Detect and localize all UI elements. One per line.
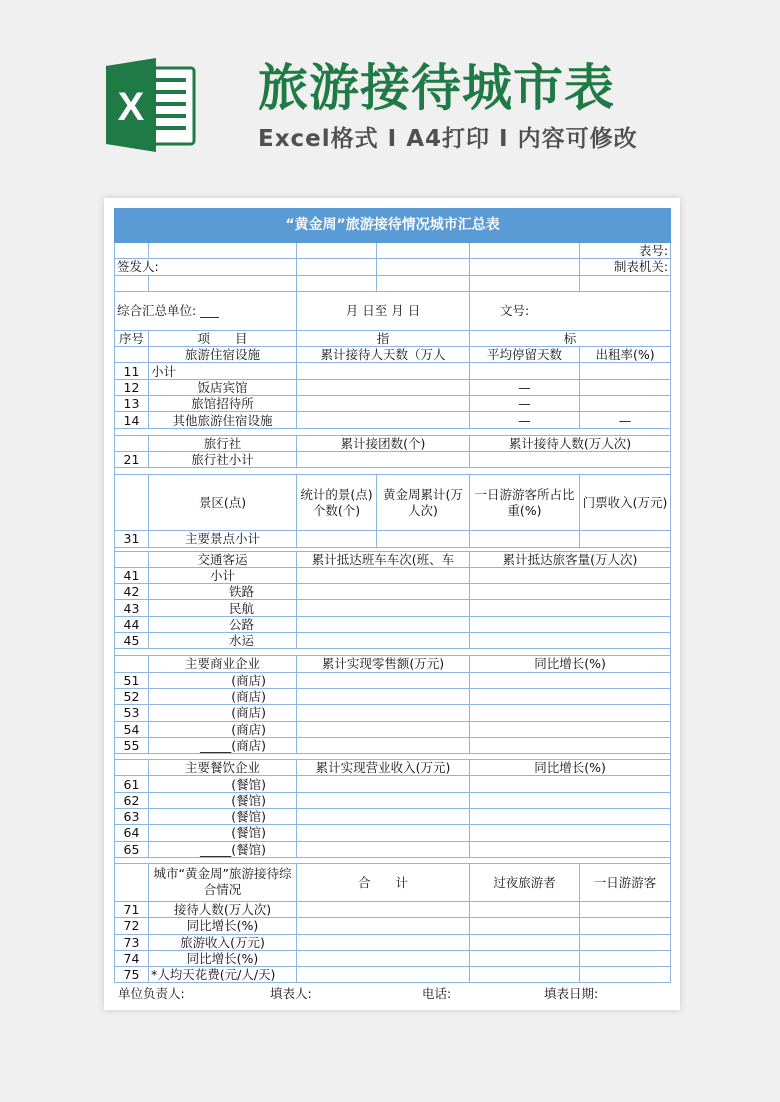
row-number: 51 <box>115 672 149 688</box>
table-row <box>115 379 671 395</box>
table-row <box>115 688 671 704</box>
column-label: 黄金周累计(万人次) <box>377 475 470 531</box>
row-number: 55 <box>115 737 149 753</box>
column-label: 累计抵达班车车次(班、车 <box>297 551 470 567</box>
row-number: 11 <box>115 363 149 379</box>
excel-icon <box>104 58 198 152</box>
table-row <box>115 934 671 950</box>
section-title: 城市“黄金周”旅游接待综合情况 <box>149 863 297 901</box>
row-number: 63 <box>115 809 149 825</box>
section-title: 旅行社 <box>149 435 297 451</box>
row-label: 其他旅游住宿设施 <box>149 412 297 428</box>
column-label: 累计接待人数(万人次) <box>470 435 671 451</box>
fill-date-label: 填表日期: <box>544 986 599 1001</box>
row-number: 41 <box>115 567 149 583</box>
row-number: 62 <box>115 792 149 808</box>
row-number: 52 <box>115 688 149 704</box>
row-label: 小计 <box>149 567 297 583</box>
date-range-label: 月 日至 月 日 <box>297 291 470 330</box>
table-row <box>115 275 671 291</box>
table-row <box>115 792 671 808</box>
table-banner: “黄金周”旅游接待情况城市汇总表 <box>115 209 671 243</box>
unit-label: 综合汇总单位: ___ <box>115 291 297 330</box>
row-number: 44 <box>115 616 149 632</box>
table-row <box>115 901 671 917</box>
table-row <box>115 672 671 688</box>
page-title: 旅游接待城市表 <box>258 59 615 117</box>
row-label: 接待人数(万人次) <box>149 901 297 917</box>
column-label: 统计的景(点)个数(个) <box>297 475 377 531</box>
row-label: (餐馆) <box>149 825 297 841</box>
cell-value: — <box>470 412 580 428</box>
row-label: (餐馆) <box>149 792 297 808</box>
column-label: 合 计 <box>297 863 470 901</box>
banner-row <box>115 209 671 243</box>
section-header-commerce <box>115 656 671 672</box>
section-title: 主要餐饮企业 <box>149 760 297 776</box>
table-row <box>115 291 671 330</box>
table-row <box>115 259 671 275</box>
row-number: 73 <box>115 934 149 950</box>
doc-number-label: 文号: <box>470 291 671 330</box>
table-row <box>115 705 671 721</box>
row-label: 同比增长(%) <box>149 918 297 934</box>
table-row <box>115 412 671 428</box>
table-row <box>115 584 671 600</box>
section-title: 景区(点) <box>149 475 297 531</box>
org-label: 制表机关: <box>580 259 671 275</box>
col-index-header-1: 指 <box>297 330 470 346</box>
section-title: 交通客运 <box>149 551 297 567</box>
filler-label: 填表人: <box>270 986 312 1001</box>
table-row <box>115 721 671 737</box>
page-subtitle: Excel格式 I A4打印 I 内容可修改 <box>258 126 638 152</box>
row-number: 14 <box>115 412 149 428</box>
issuer-label: 签发人: <box>115 259 297 275</box>
column-label: 累计实现零售额(万元) <box>297 656 470 672</box>
row-label: (商店) <box>149 672 297 688</box>
row-number: 71 <box>115 901 149 917</box>
row-number: 53 <box>115 705 149 721</box>
row-label: (餐馆) <box>149 776 297 792</box>
table-row <box>115 600 671 616</box>
column-label: 累计接待人天数（万人 <box>297 347 470 363</box>
column-label: 累计接团数(个) <box>297 435 470 451</box>
table-row <box>115 567 671 583</box>
row-number: 42 <box>115 584 149 600</box>
row-number: 13 <box>115 396 149 412</box>
table-row <box>115 841 671 857</box>
cell-value: — <box>580 412 671 428</box>
column-header-row <box>115 330 671 346</box>
summary-table <box>114 208 671 983</box>
table-row <box>115 950 671 966</box>
form-number-label: 表号: <box>580 243 671 259</box>
cell-value: — <box>470 379 580 395</box>
section-header-transport <box>115 551 671 567</box>
table-row <box>115 967 671 983</box>
row-number: 31 <box>115 531 149 547</box>
row-label: 主要景点小计 <box>149 531 297 547</box>
table-row <box>115 396 671 412</box>
cell-value <box>470 363 580 379</box>
table-row <box>115 363 671 379</box>
column-label: 平均停留天数 <box>470 347 580 363</box>
section-header-lodging <box>115 347 671 363</box>
col-seq-header: 序号 <box>115 330 149 346</box>
cell-value: — <box>470 396 580 412</box>
table-row <box>115 825 671 841</box>
table-row <box>115 633 671 649</box>
row-label: _____(商店) <box>149 737 297 753</box>
spacer-row <box>115 468 671 475</box>
table-row <box>115 243 671 259</box>
row-label: 旅游收入(万元) <box>149 934 297 950</box>
row-number: 64 <box>115 825 149 841</box>
table-row <box>115 616 671 632</box>
row-number: 65 <box>115 841 149 857</box>
row-number: 12 <box>115 379 149 395</box>
table-row <box>115 737 671 753</box>
row-label: *人均天花费(元/人/天) <box>149 967 297 983</box>
row-number: 45 <box>115 633 149 649</box>
row-label: (商店) <box>149 705 297 721</box>
row-number: 74 <box>115 950 149 966</box>
row-label: (商店) <box>149 688 297 704</box>
column-label: 过夜旅游者 <box>470 863 580 901</box>
cell-value <box>580 363 671 379</box>
row-number: 72 <box>115 918 149 934</box>
page-header <box>0 0 780 190</box>
column-label: 同比增长(%) <box>470 656 671 672</box>
section-header-city <box>115 863 671 901</box>
row-label: 铁路 <box>149 584 297 600</box>
section-header-catering <box>115 760 671 776</box>
cell-value <box>580 379 671 395</box>
column-label: 门票收入(万元) <box>580 475 671 531</box>
col-item-header: 项 目 <box>149 330 297 346</box>
column-label: 累计抵达旅客量(万人次) <box>470 551 671 567</box>
column-label: 同比增长(%) <box>470 760 671 776</box>
table-row <box>115 531 671 547</box>
row-label: (商店) <box>149 721 297 737</box>
section-header-agency <box>115 435 671 451</box>
column-label: 一日游游客 <box>580 863 671 901</box>
spacer-row <box>115 428 671 435</box>
table-row <box>115 809 671 825</box>
svg-text:X: X <box>117 85 145 129</box>
column-label: 一日游游客所占比重(%) <box>470 475 580 531</box>
row-label: 旅馆招待所 <box>149 396 297 412</box>
column-label: 累计实现营业收入(万元) <box>297 760 470 776</box>
table-row <box>115 776 671 792</box>
row-label: 公路 <box>149 616 297 632</box>
row-number: 21 <box>115 451 149 467</box>
section-header-scenic <box>115 475 671 531</box>
row-number: 54 <box>115 721 149 737</box>
row-number: 61 <box>115 776 149 792</box>
table-row <box>115 451 671 467</box>
head-of-unit-label: 单位负责人: <box>118 986 185 1001</box>
column-label: 出租率(%) <box>580 347 671 363</box>
row-label: 水运 <box>149 633 297 649</box>
cell-value <box>580 396 671 412</box>
row-label: (餐馆) <box>149 809 297 825</box>
section-title: 主要商业企业 <box>149 656 297 672</box>
row-label: 小计 <box>149 363 297 379</box>
row-label: 旅行社小计 <box>149 451 297 467</box>
col-index-header-2: 标 <box>470 330 671 346</box>
spacer-row <box>115 649 671 656</box>
row-label: _____(餐馆) <box>149 841 297 857</box>
phone-label: 电话: <box>422 986 452 1001</box>
document-sheet <box>104 198 680 1010</box>
row-label: 同比增长(%) <box>149 950 297 966</box>
row-number: 43 <box>115 600 149 616</box>
row-label: 饭店宾馆 <box>149 379 297 395</box>
section-title: 旅游住宿设施 <box>149 347 297 363</box>
table-row <box>115 918 671 934</box>
row-label: 民航 <box>149 600 297 616</box>
row-number: 75 <box>115 967 149 983</box>
